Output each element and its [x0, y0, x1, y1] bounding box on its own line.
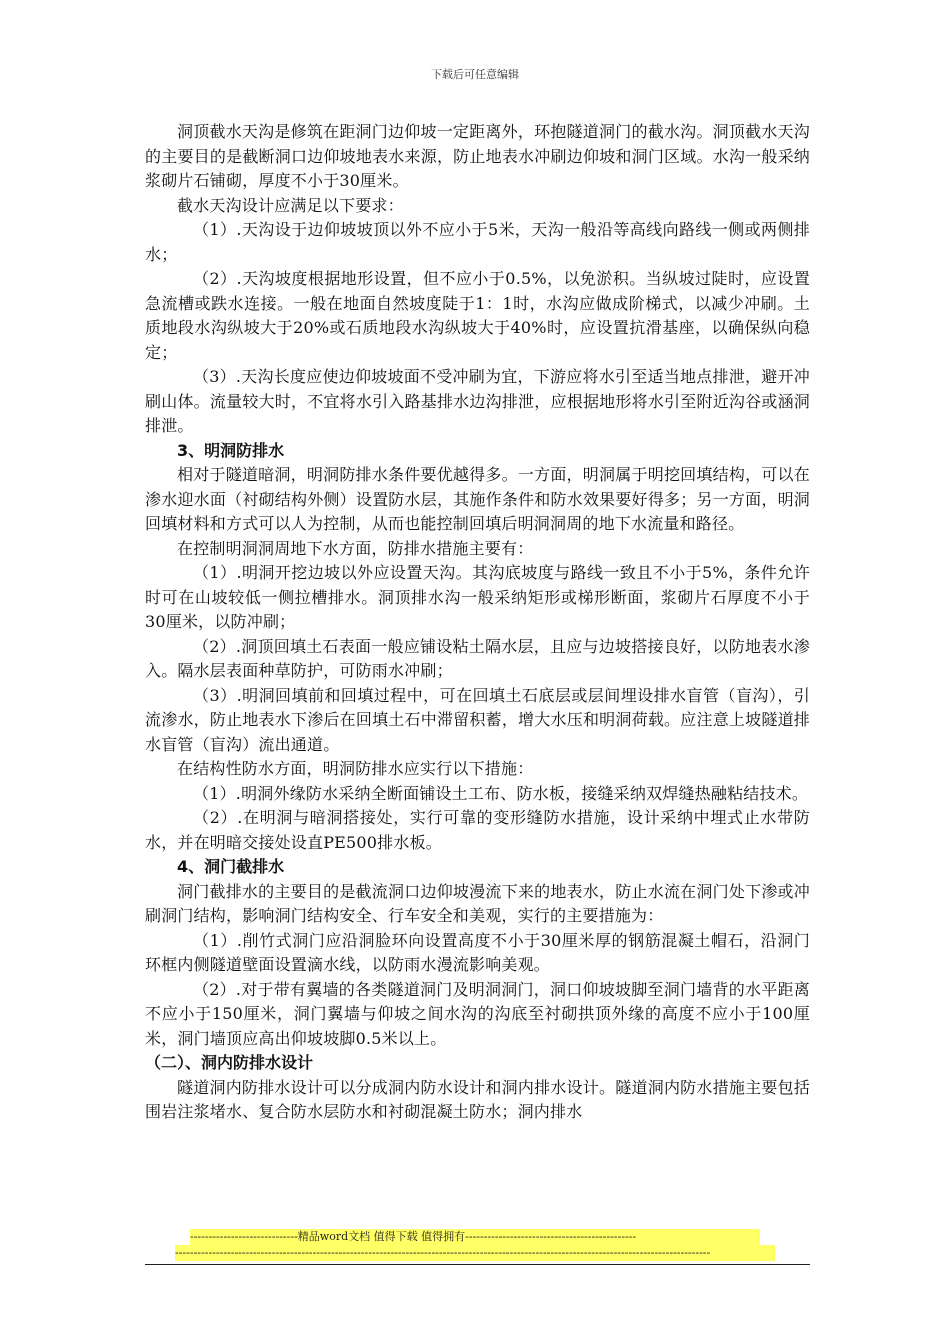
footer-line: -----------------------------精品word文档 值得下载 值得拥有----------------------------------------------: [190, 1229, 760, 1245]
paragraph: 在控制明洞洞周地下水方面，防排水措施主要有：: [177, 538, 534, 558]
paragraph: 截水天沟设计应满足以下要求：: [177, 195, 404, 215]
list-item: （1）.明洞开挖边坡以外应设置天沟。其沟底坡度与路线一致且不小于5%，条件允许时可在山坡较低一侧拉槽排水。洞顶排水沟一般采纳矩形或梯形断面，浆砌片石厚度不小于30厘米，以防冲刷；: [145, 563, 810, 631]
list-item: （1）.天沟设于边仰坡坡顶以外不应小于5米，天沟一般沿等高线向路线一侧或两侧排水；: [145, 220, 810, 264]
paragraph: 洞顶截水天沟是修筑在距洞门边仰坡一定距离外，环抱隧道洞门的截水沟。洞顶截水天沟的主要目的是截断洞口边仰坡地表水来源，防止地表水冲刷边仰坡和洞门区域。水沟一般采纳浆砌片石铺砌，厚度不小于30厘米。: [145, 122, 810, 190]
footer-line: ------------------------------------------------------------------------------------------------------------------------------------------------: [175, 1245, 775, 1261]
section-heading: 3、明洞防排水: [177, 440, 285, 460]
footer-divider: [145, 1264, 810, 1265]
paragraph: 在结构性防水方面，明洞防排水应实行以下措施：: [177, 759, 534, 778]
paragraph: 洞门截排水的主要目的是截流洞口边仰坡漫流下来的地表水，防止水流在洞门处下渗或冲刷洞门结构，影响洞门结构安全、行车安全和美观，实行的主要措施为：: [145, 881, 810, 925]
list-item: （1）.削竹式洞门应沿洞脸环向设置高度不小于30厘米厚的钢筋混凝土帽石，沿洞门环框内侧隧道壁面设置滴水线，以防雨水漫流影响美观。: [145, 930, 810, 974]
list-item: （2）.在明洞与暗洞搭接处，实行可靠的变形缝防水措施，设计采纳中埋式止水带防水，并在明暗交接处设直PE500排水板。: [145, 808, 810, 852]
section-heading: 4、洞门截排水: [177, 857, 285, 876]
list-item: （2）.洞顶回填土石表面一般应铺设粘土隔水层，且应与边坡搭接良好，以防地表水渗入。隔水层表面种草防护，可防雨水冲刷；: [145, 636, 810, 680]
list-item: （3）.天沟长度应使边仰坡坡面不受冲刷为宜，下游应将水引至适当地点排泄，避开冲刷山体。流量较大时，不宜将水引入路基排水边沟排泄，应根据地形将水引至附近沟谷或涵洞排泄。: [145, 367, 810, 435]
list-item: （2）.对于带有翼墙的各类隧道洞门及明洞洞门，洞口仰坡坡脚至洞门墙背的水平距离不应小于150厘米，洞门翼墙与仰坡之间水沟的沟底至衬砌拱顶外缘的高度不应小于100厘米，洞门墙顶应高出仰坡坡脚0.5米以上。: [145, 979, 810, 1048]
paragraph: 隧道洞内防排水设计可以分成洞内防水设计和洞内排水设计。隧道洞内防水措施主要包括围岩注浆堵水、复合防水层防水和衬砌混凝土防水；洞内排水: [145, 1077, 810, 1121]
chapter-heading: （二）、洞内防排水设计: [145, 1053, 314, 1072]
document-body: [145, 120, 810, 1125]
list-item: （1）.明洞外缘防水采纳全断面铺设土工布、防水板，接缝采纳双焊缝热融粘结技术。: [193, 783, 809, 803]
list-item: （3）.明洞回填前和回填过程中，可在回填土石底层或层间埋设排水盲管（盲沟），引流渗水，防止地表水下渗后在回填土石中滞留积蓄，增大水压和明洞荷载。应注意上坡隧道排水盲管（盲沟）流出通道。: [145, 685, 810, 754]
header-note: 下载后可任意编辑: [431, 68, 519, 81]
list-item: （2）.天沟坡度根据地形设置，但不应小于0.5%，以免淤积。当纵坡过陡时，应设置急流槽或跌水连接。一般在地面自然坡度陡于1：1时，水沟应做成阶梯式，以减少冲刷。土质地段水沟纵坡大于20%或石质地段水沟纵坡大于40%时，应设置抗滑基座，以确保纵向稳定；: [145, 269, 810, 362]
paragraph: 相对于隧道暗洞，明洞防排水条件要优越得多。一方面，明洞属于明挖回填结构，可以在渗水迎水面（衬砌结构外侧）设置防水层，其施作条件和防水效果要好得多；另一方面，明洞回填材料和方式可以人为控制，从而也能控制回填后明洞洞周的地下水流量和路径。: [145, 465, 810, 533]
footer-banner: [175, 1229, 775, 1261]
